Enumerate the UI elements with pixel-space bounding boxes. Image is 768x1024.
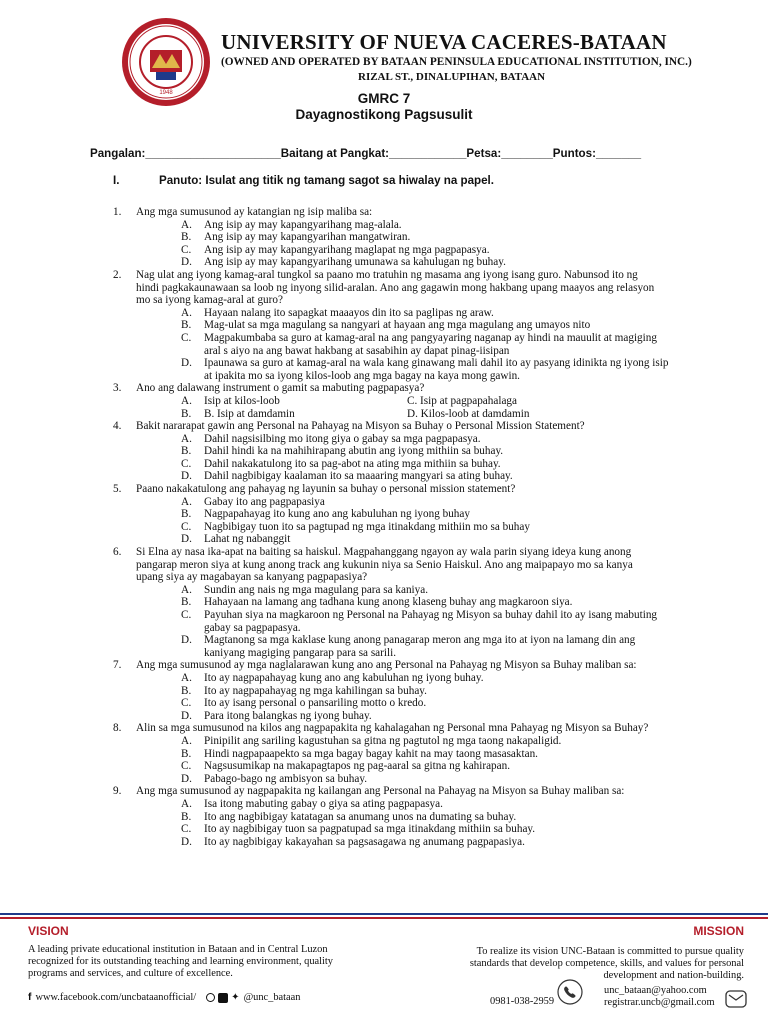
choice-text: D. Kilos-loob at damdamin <box>407 407 530 420</box>
youtube-icon <box>218 993 228 1003</box>
question-item <box>0 206 768 269</box>
choice-text: Magtanong sa mga kaklase kung anong panagarap meron ang mga ito at iyon na lamang din ang kaniyang magiging pangarap para sa sarili. <box>204 634 636 659</box>
choice-letter: B. <box>181 596 192 609</box>
address-text: RIZAL ST., DINALUPIHAN, BATAAN <box>358 71 546 83</box>
question-item <box>0 546 768 659</box>
subject-title: GMRC 7 <box>357 91 411 106</box>
answer-choice <box>181 697 768 710</box>
choice-letter: A. <box>181 671 192 684</box>
mail-icon <box>725 990 747 1008</box>
answer-choice <box>181 256 768 269</box>
choice-text: Ang isip ay may kapangyarihang umunawa sa kahulugan ng buhay. <box>204 256 506 269</box>
answer-choice <box>181 584 768 597</box>
answer-choice <box>181 823 768 836</box>
choice-letter: B. <box>181 445 192 458</box>
answer-choice <box>181 319 768 332</box>
question-list <box>0 206 768 848</box>
question-item <box>0 269 768 382</box>
choice-text: Hayaan nalang ito sapagkat maaayos din ito sa paglipas ng araw. <box>204 306 494 319</box>
choice-text: Gabay ito ang pagpapasiya <box>204 495 325 508</box>
question-text: Ano ang dalawang instrument o gamit sa mabuting pagpapasya? <box>136 382 425 395</box>
answer-choice-row <box>0 408 768 421</box>
question-number: 7. <box>113 659 122 672</box>
choice-text: Ang isip ay may kapangyarihang mag-alala. <box>204 218 402 231</box>
choice-text: Pabago-bago ng ambisyon sa buhay. <box>204 772 368 785</box>
answer-choice <box>181 798 768 811</box>
answer-choice <box>181 609 768 634</box>
question-text: Paano nakakatulong ang pahayag ng layunin sa buhay o personal mission statement? <box>136 483 516 496</box>
email-primary[interactable]: unc_bataan@yahoo.com <box>604 985 707 996</box>
answer-choice <box>181 748 768 761</box>
choice-text: Dahil nakakatulong ito sa pag-abot na ating mga mithiin sa buhay. <box>204 457 501 470</box>
choice-letter: C. <box>181 331 192 344</box>
owned-by-text: (OWNED AND OPERATED BY BATAAN PENINSULA EDUCATIONAL INSTITUTION, INC.) <box>221 56 692 68</box>
choice-text: Nagbibigay tuon ito sa pagtupad ng mga itinakdang mithiin mo sa buhay <box>204 520 530 533</box>
question-number: 9. <box>113 785 122 798</box>
choice-text: Payuhan siya na magkaroon ng Personal na Pahayag ng Misyon sa buhay dahil ito ay isang mabuting gabay sa pagpapasya. <box>204 609 658 634</box>
choice-text: Ito ay nagpapahayag kung ano ang kabuluhan ng iyong buhay. <box>204 671 484 684</box>
choice-letter: D. <box>181 533 192 546</box>
email-block <box>604 985 715 1009</box>
answer-choice <box>181 231 768 244</box>
choice-letter: B. <box>181 319 192 332</box>
answer-choice <box>181 521 768 534</box>
question-number: 3. <box>113 382 122 395</box>
phone-icon <box>557 979 583 1005</box>
answer-choice <box>181 710 768 723</box>
question-number: 2. <box>113 268 122 281</box>
question-number: 6. <box>113 546 122 559</box>
answer-choice <box>181 596 768 609</box>
answer-choice <box>181 307 768 320</box>
choice-letter: D. <box>181 634 192 647</box>
choice-letter: A. <box>181 306 192 319</box>
choice-letter: D. <box>181 772 192 785</box>
choice-text: Dahil nagsisilbing mo itong giya o gabay sa mga pagpapasya. <box>204 432 481 445</box>
choice-text: Ipaunawa sa guro at kamag-aral na wala kang ginawang mali dahil ito ay pasyang idinikta ng iyong isip at ipakita mo sa iyong kilos-loob ang mga bagay na kaya mong gawin. <box>204 357 669 382</box>
answer-choice <box>181 332 768 357</box>
answer-choice <box>181 445 768 458</box>
section-number: I. <box>113 174 120 187</box>
question-item <box>0 659 768 722</box>
answer-choice <box>181 508 768 521</box>
footer-divider-red <box>0 917 768 919</box>
section-instructions: Panuto: Isulat ang titik ng tamang sagot sa hiwalay na papel. <box>159 174 494 187</box>
choice-text: Nagsusumikap na makapagtapos ng pag-aaral sa gitna ng kahirapan. <box>204 760 511 773</box>
answer-choice <box>181 773 768 786</box>
instagram-icon <box>206 993 215 1002</box>
phone-number: 0981-038-2959 <box>490 996 555 1007</box>
choice-letter: D. <box>181 256 192 269</box>
choice-letter: C. <box>181 520 192 533</box>
facebook-icon: f <box>28 992 32 1003</box>
choice-letter: D. <box>181 835 192 848</box>
choice-text: Nagpapahayag ito kung ano ang kabuluhan ng iyong buhay <box>204 508 470 521</box>
choice-text: Hahayaan na lamang ang tadhana kung anong klaseng buhay ang magkaroon siya. <box>204 596 573 609</box>
choice-letter: A. <box>181 394 192 407</box>
question-item <box>0 420 768 483</box>
choice-letter: A. <box>181 218 192 231</box>
question-text: Nag ulat ang iyong kamag-aral tungkol sa paano mo tratuhin ng masama ang iyong isang guro. Nabunsod ito ng hindi pagkakaunawaan sa loob ng inyong silid-aralan. Ano ang gagawin mong hakbang upang maayos ang relasyon mo sa iyong kamag-aral at guro? <box>136 268 655 307</box>
choice-text: Hindi nagpapaapekto sa mga bagay bagay kahit na may taong masasaktan. <box>204 747 538 760</box>
choice-text: Ito ang nagbibigay katatagan sa anumang unos na dumating sa buhay. <box>204 810 517 823</box>
choice-text: Magpakumbaba sa guro at kamag-aral na ang pangyayaring naganap ay hindi na mauulit at magiging aral s aiyo na ang bawat hakbang at sasabihin ay dapat pinag-iisipan <box>204 331 657 357</box>
answer-choice <box>181 836 768 849</box>
answer-choice <box>181 735 768 748</box>
question-item <box>0 483 768 546</box>
question-text: Ang mga sumusunod ay mga naglalarawan kung ano ang Personal na Pahayag ng Misyon sa Buhay maliban sa: <box>136 659 637 672</box>
choice-text: Lahat ng nabanggit <box>204 533 291 546</box>
choice-text: Ang isip ay may kapangyarihan mangatwiran. <box>204 231 411 244</box>
choice-text: Isa itong mabuting gabay o giya sa ating pagpapasya. <box>204 797 443 810</box>
mission-heading: MISSION <box>693 924 744 938</box>
choice-text: Isip at kilos-loob <box>204 394 280 407</box>
choice-letter: B. <box>181 231 192 244</box>
email-registrar[interactable]: registrar.uncb@gmail.com <box>604 997 715 1008</box>
choice-text: Para itong balangkas ng iyong buhay. <box>204 709 372 722</box>
footer-divider-blue <box>0 913 768 915</box>
student-info-line: Pangalan:_____________________Baitang at Pangkat:____________Petsa:________Puntos:_______ <box>90 147 642 160</box>
choice-letter: C. <box>181 243 192 256</box>
choice-letter: A. <box>181 432 192 445</box>
question-number: 8. <box>113 722 122 735</box>
choice-letter: C. <box>181 697 192 710</box>
choice-text: Ito ay nagbibigay tuon sa pagpatupad sa mga itinakdang mithiin sa buhay. <box>204 823 536 836</box>
choice-letter: A. <box>181 797 192 810</box>
choice-letter: B. <box>181 810 192 823</box>
choice-letter: D. <box>181 357 192 370</box>
answer-choice <box>181 634 768 659</box>
choice-text: Mag-ulat sa mga magulang sa nangyari at hayaan ang mga magulang ang umayos nito <box>204 319 591 332</box>
question-item <box>0 785 768 848</box>
answer-choice <box>181 672 768 685</box>
choice-text: Pinipilit ang sariling kagustuhan sa gitna ng pagtutol ng mga taong nakapaligid. <box>204 734 562 747</box>
answer-choice <box>181 685 768 698</box>
vision-heading: VISION <box>28 924 69 938</box>
choice-letter: A. <box>181 495 192 508</box>
twitter-icon: ✦ <box>231 992 240 1003</box>
question-number: 1. <box>113 206 122 218</box>
choice-letter: C. <box>181 823 192 836</box>
choice-text: Ito ay nagpapahayag ng mga kahilingan sa buhay. <box>204 684 427 697</box>
choice-letter: B. <box>181 747 192 760</box>
choice-letter: B. <box>181 508 192 521</box>
choice-letter: B. <box>181 684 192 697</box>
answer-choice <box>181 219 768 232</box>
choice-letter: A. <box>181 583 192 596</box>
choice-letter: D. <box>181 709 192 722</box>
choice-text: Ito ay nagbibigay kakayahan sa pagsasagawa ng anumang pagpapasiya. <box>204 835 525 848</box>
social-handle: @unc_bataan <box>243 992 301 1003</box>
choice-text: Dahil hindi ka na mahihirapang abutin ang iyong mithiin sa buhay. <box>204 445 504 458</box>
question-item <box>0 382 768 420</box>
question-number: 5. <box>113 483 122 496</box>
choice-text: Ang isip ay may kapangyarihang maglapat ng mga pagpapasya. <box>204 243 490 256</box>
question-text: Alin sa mga sumusunod na kilos ang nagpapakita ng kahalagahan ng Personal mna Pahayag ng Misyon sa Buhay? <box>136 722 649 735</box>
exam-title: Dayagnostikong Pagsusulit <box>295 107 473 122</box>
question-number: 4. <box>113 420 122 433</box>
choice-letter: A. <box>181 734 192 747</box>
answer-choice <box>181 496 768 509</box>
answer-choice <box>181 533 768 546</box>
mission-text: To realize its vision UNC-Bataan is committed to pursue quality standards that develop competence, skills, and values for personal development and nation-building. <box>469 946 744 981</box>
answer-choice <box>181 458 768 471</box>
choice-text: Ito ay isang personal o pansariling motto o kredo. <box>204 697 427 710</box>
question-text: Ang mga sumusunod ay katangian ng isip maliba sa: <box>136 206 373 218</box>
vision-text: A leading private educational institution in Bataan and in Central Luzon recognized for its outstanding teaching and learning environment, quality programs and services, and culture of excellence. <box>28 944 333 979</box>
question-text: Ang mga sumusunod ay nagpapakita ng kailangan ang Personal na Pahayag na Misyon sa Buhay maliban sa: <box>136 785 625 798</box>
social-links <box>28 992 300 1003</box>
seal-year: 1948 <box>159 90 173 96</box>
question-text: Bakit nararapat gawin ang Personal na Pahayag na Misyon sa Buhay o Personal Mission Statement? <box>136 420 585 433</box>
question-item <box>0 722 768 785</box>
answer-choice <box>181 244 768 257</box>
choice-letter: C. <box>181 609 192 621</box>
question-text: Si Elna ay nasa ika-apat na baiting sa haiskul. Magpahanggang ngayon ay wala parin siyang ideya kung anong pangarap meron siya at kung anong track ang kukunin niya sa Senio Haiskul. Ano ang maipapayo mo sa kanya upang siya ay magabayan sa kanyang pagpapasiya? <box>136 546 633 584</box>
answer-choice <box>181 470 768 483</box>
answer-choice <box>181 357 768 382</box>
choice-text: Sundin ang nais ng mga magulang para sa kaniya. <box>204 583 429 596</box>
choice-letter: D. <box>181 470 192 483</box>
answer-choice <box>181 433 768 446</box>
choice-letter: B. <box>181 407 192 420</box>
choice-letter: C. <box>181 457 192 470</box>
answer-choice-row <box>0 395 768 408</box>
facebook-url[interactable]: www.facebook.com/uncbataanofficial/ <box>35 992 197 1003</box>
choice-text: B. Isip at damdamin <box>204 407 295 420</box>
choice-letter: C. <box>181 760 192 773</box>
answer-choice <box>181 811 768 824</box>
answer-choice <box>181 760 768 773</box>
university-name: UNIVERSITY OF NUEVA CACERES-BATAAN <box>221 30 667 54</box>
choice-text: C. Isip at pagpapahalaga <box>407 394 517 407</box>
choice-text: Dahil nagbibigay kaalaman ito sa maaaring mangyari sa ating buhay. <box>204 470 513 483</box>
